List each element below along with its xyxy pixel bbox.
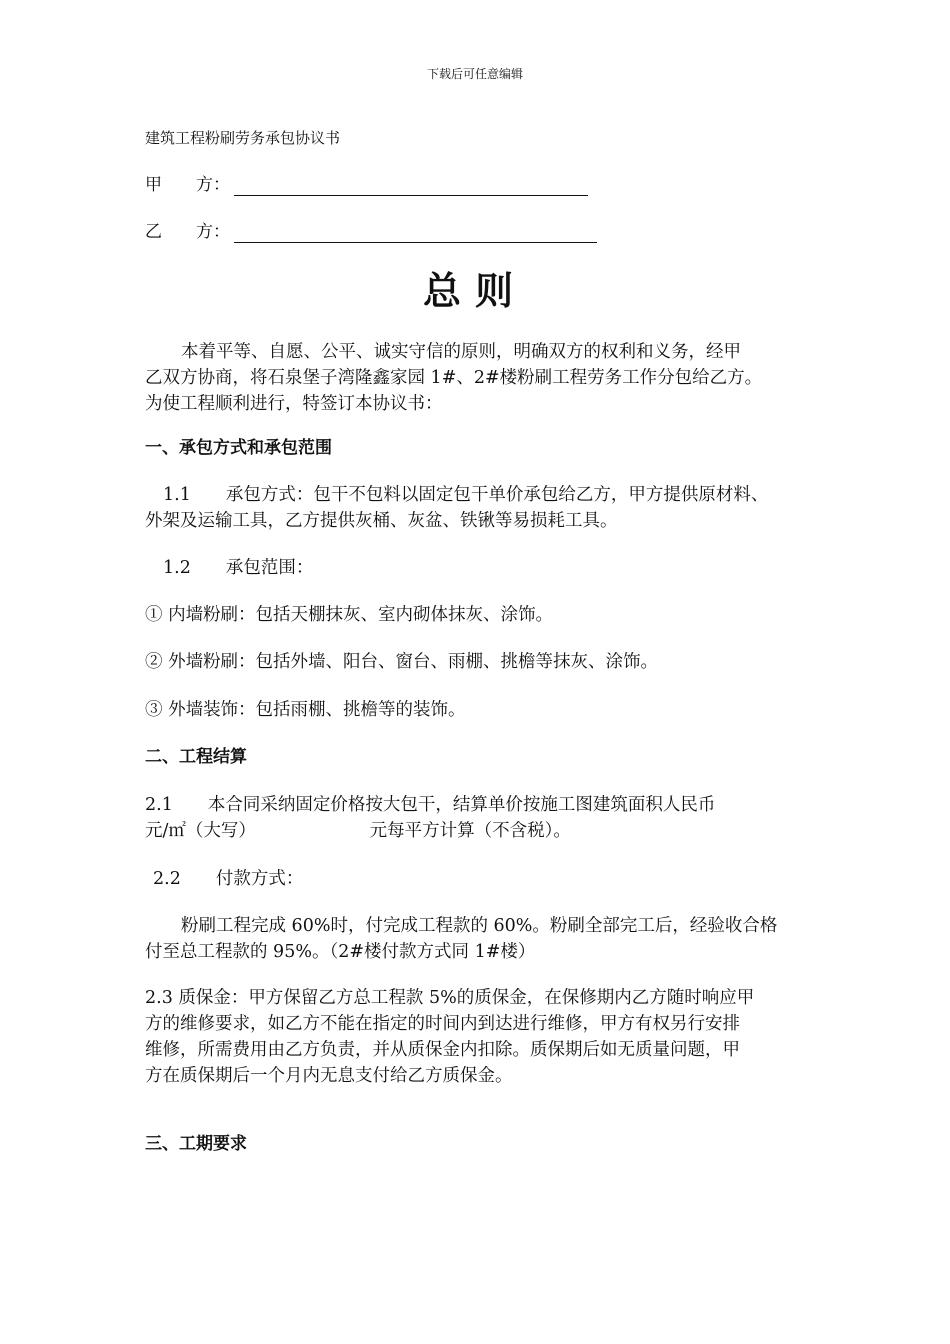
item-2-3-line: 维修，所需费用由乙方负责，并从质保金内扣除。质保期后如无质量问题，甲: [145, 1040, 740, 1060]
payment-line: 付至总工程款的 95%。（2#楼付款方式同 1#楼）: [145, 942, 536, 962]
scope-item-interior: ① 内墙粉刷：包括天棚抹灰、室内砌体抹灰、涂饰。: [145, 605, 554, 625]
document-title: 建筑工程粉刷劳务承包协议书: [145, 129, 341, 147]
intro-line: 为使工程顺利进行，特签订本协议书：: [145, 394, 443, 414]
scope-item-decoration: ③ 外墙装饰：包括雨棚、挑檐等的装饰。: [145, 700, 466, 720]
scope-item-exterior: ② 外墙粉刷：包括外墙、阳台、窗台、雨棚、挑檐等抹灰、涂饰。: [145, 652, 659, 672]
item-2-1: [145, 792, 810, 844]
item-2-1-line: 元/㎡（大写） 元每平方计算（不含税）。: [145, 821, 571, 841]
intro-line: 乙双方协商，将石泉堡子湾隆鑫家园 1#、2#楼粉刷工程劳务工作分包给乙方。: [145, 368, 763, 388]
item-2-3: [145, 985, 810, 1089]
item-1-2: 1.2 承包范围：: [163, 558, 314, 578]
section-title: 总则: [422, 269, 527, 313]
section-3-heading: 三、工期要求: [145, 1134, 247, 1154]
item-1-1-line: 外架及运输工具，乙方提供灰桶、灰盆、铁锹等易损耗工具。: [145, 511, 618, 531]
party-b-row: [145, 221, 597, 243]
item-2-1-line: 2.1 本合同采纳固定价格按大包干，结算单价按施工图建筑面积人民币: [145, 795, 716, 815]
item-1-1-line: 1.1 承包方式：包干不包料以固定包干单价承包给乙方，甲方提供原材料、: [163, 485, 769, 505]
party-b-blank: [234, 222, 597, 243]
party-a-row: [145, 174, 588, 196]
item-2-3-line: 方在质保期后一个月内无息支付给乙方质保金。: [145, 1066, 513, 1086]
payment-line: 粉刷工程完成 60%时，付完成工程款的 60%。粉刷全部完工后，经验收合格: [181, 916, 778, 936]
party-a-blank: [234, 175, 588, 196]
payment-paragraph: [145, 913, 810, 965]
header-note: 下载后可任意编辑: [426, 67, 523, 81]
item-2-3-line: 2.3 质保金：甲方保留乙方总工程款 5%的质保金，在保修期内乙方随时响应甲: [145, 988, 755, 1008]
section-2-heading: 二、工程结算: [145, 747, 247, 767]
item-2-2: 2.2 付款方式：: [153, 869, 304, 889]
intro-line: 本着平等、自愿、公平、诚实守信的原则，明确双方的权利和义务，经甲: [181, 342, 741, 362]
item-1-1: [145, 482, 810, 534]
party-a-label: 甲 方：: [145, 175, 230, 195]
party-b-label: 乙 方：: [145, 222, 230, 242]
item-2-3-line: 方的维修要求，如乙方不能在指定的时间内到达进行维修，甲方有权另行安排: [145, 1014, 740, 1034]
intro-paragraph: [145, 339, 810, 417]
section-1-heading: 一、承包方式和承包范围: [145, 438, 332, 458]
